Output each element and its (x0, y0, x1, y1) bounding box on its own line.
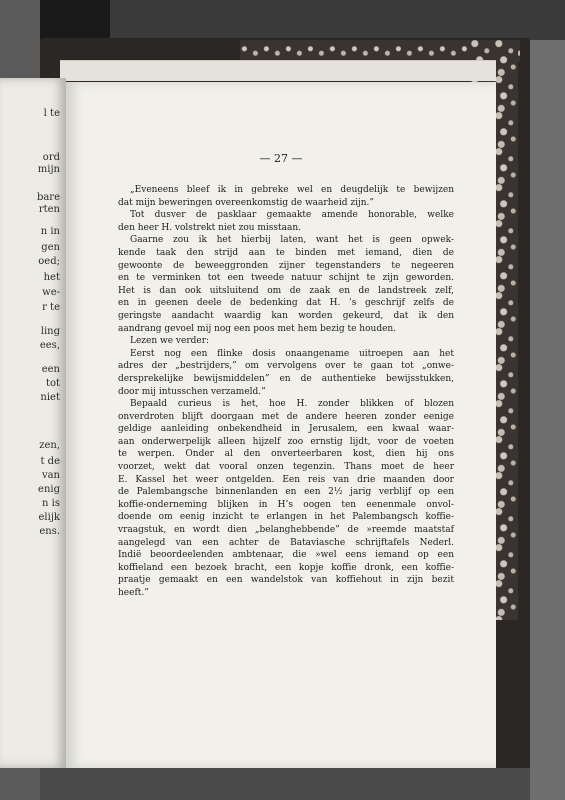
text-line: heeft.” (118, 588, 149, 598)
text-line: dat mijn beweringen overeenkomstig de waarheid zijn.” (118, 197, 375, 208)
text-line: onverdroten blijft doorgaan met de andere heeren zonder eenige (118, 411, 454, 422)
left-page-fragment: mijn (37, 164, 60, 175)
text-line: doende om eenig inzicht te erlangen in het Palembangsch koffie- (118, 512, 454, 523)
text-line: en in geenen deele de bedenking dat H. ’s geschrijf zelfs de (118, 298, 454, 309)
background-top-right (110, 0, 565, 40)
left-page-fragment: ord (42, 152, 60, 163)
left-page-fragment: elijk (38, 512, 60, 523)
text-line: aandrang gevoel mij nog een poos met hem bezig te houden. (118, 323, 397, 334)
left-page-fragment: een (41, 364, 60, 375)
left-page-fragment: n in (40, 226, 60, 237)
left-page-fragment: n is (42, 498, 60, 509)
body-text (118, 184, 454, 600)
text-line: den heer H. volstrekt niet zou misstaan. (118, 222, 302, 233)
page-number: — 27 — (259, 152, 303, 165)
background-bottom (40, 768, 530, 800)
text-line: Eerst nog een flinke dosis onaangename uitroepen aan het (130, 348, 454, 359)
left-page-fragment: ling (40, 326, 60, 337)
left-page-fragment: bare (36, 192, 60, 203)
left-page-fragment: zen, (39, 440, 60, 451)
page-stack (60, 60, 496, 81)
text-line: koffieland een bezoek bracht, een kopje koffie dronk, een koffie- (118, 562, 454, 573)
left-page-fragment: r te (42, 302, 60, 313)
text-line: adres der „bestrijders,” om vervolgens over te gaan tot „onwe- (118, 361, 454, 372)
text-line: geringste aandacht waardig kan worden gekeurd, dat ik den (118, 310, 454, 321)
text-line: praatje gemaakt en een wandelstok van koffiehout in zijn bezit (118, 575, 454, 586)
left-page-fragment: ees, (39, 340, 60, 351)
text-line: vraagstuk, en wordt dien „belanghebbende” de »reemde maatstaf (118, 525, 454, 536)
left-page-fragment: oed; (38, 256, 60, 267)
left-page-fragment: enig (38, 484, 60, 495)
left-page-fragment: het (43, 272, 60, 283)
left-page-fragment: gen (41, 242, 60, 253)
text-line: „Eveneens bleef ik in gebreke wel en deugdelijk te bewijzen (130, 185, 454, 195)
left-page-fragment: t de (40, 456, 60, 467)
text-line: en te verminken tot een tweede natuur schijnt te zijn geworden. (118, 273, 454, 284)
text-line: voorzet, wekt dat vooral onzen tegenzin. Thans moet de heer (118, 462, 454, 473)
text-line: E. Kassel het weer ontgelden. Een reis van drie maanden door (118, 474, 454, 485)
left-page (0, 78, 66, 768)
text-line: aan onderwerpelijk alleen hijzelf zoo ernstig lijdt, voor de voeten (118, 436, 454, 447)
left-page-fragment: ens. (39, 526, 60, 537)
text-line: door mij intusschen verzameld.” (118, 386, 266, 397)
left-page-fragment: we- (42, 287, 60, 298)
text-line: kende taak den strijd aan te binden met iemand, dien de (118, 247, 454, 258)
text-line: Indië beoordeelenden ambtenaar, die »wel eens iemand op een (118, 550, 454, 561)
text-line: de Palembangsche binnenlanden en een 2½ jarig verblijf op een (118, 487, 454, 498)
text-line: geldige aanleiding onbekendheid in Jerusalem, een kwaal waar- (118, 424, 454, 435)
text-line: dersprekelijke bewijsmiddelen” en de authentieke bewijsstukken, (118, 373, 454, 384)
text-line: aangelegd van een achter de Bataviasche schrijftafels Nederl. (118, 537, 454, 548)
left-page-fragment: tot (45, 378, 60, 389)
text-line: Het is dan ook uitsluitend om de zaak en de landstreek zelf, (118, 285, 454, 296)
text-line: Tot dusver de pasklaar gemaakte amende honorable, welke (130, 210, 454, 221)
left-page-fragment: l te (43, 108, 60, 119)
left-page-fragment: rten (38, 204, 60, 215)
text-line: Lezen we verder: (130, 336, 210, 347)
text-line: Bepaald curieus is het, hoe H. zonder blikken of blozen (130, 399, 454, 410)
text-line: Gaarne zou ik het hierbij laten, want het is geen opwek- (130, 235, 454, 246)
text-line: koffie-onderneming blijken in H’s oogen ten eenenmale onvol- (118, 499, 454, 510)
right-page (66, 82, 496, 768)
text-line: gewoonte de beweeggronden zijner tegenstanders te negeeren (118, 260, 454, 271)
left-page-fragment: niet (40, 392, 60, 403)
left-page-fragment: van (41, 470, 60, 481)
text-line: te werpen. Onder al den onverteerbaren kost, dien hij ons (118, 449, 454, 460)
